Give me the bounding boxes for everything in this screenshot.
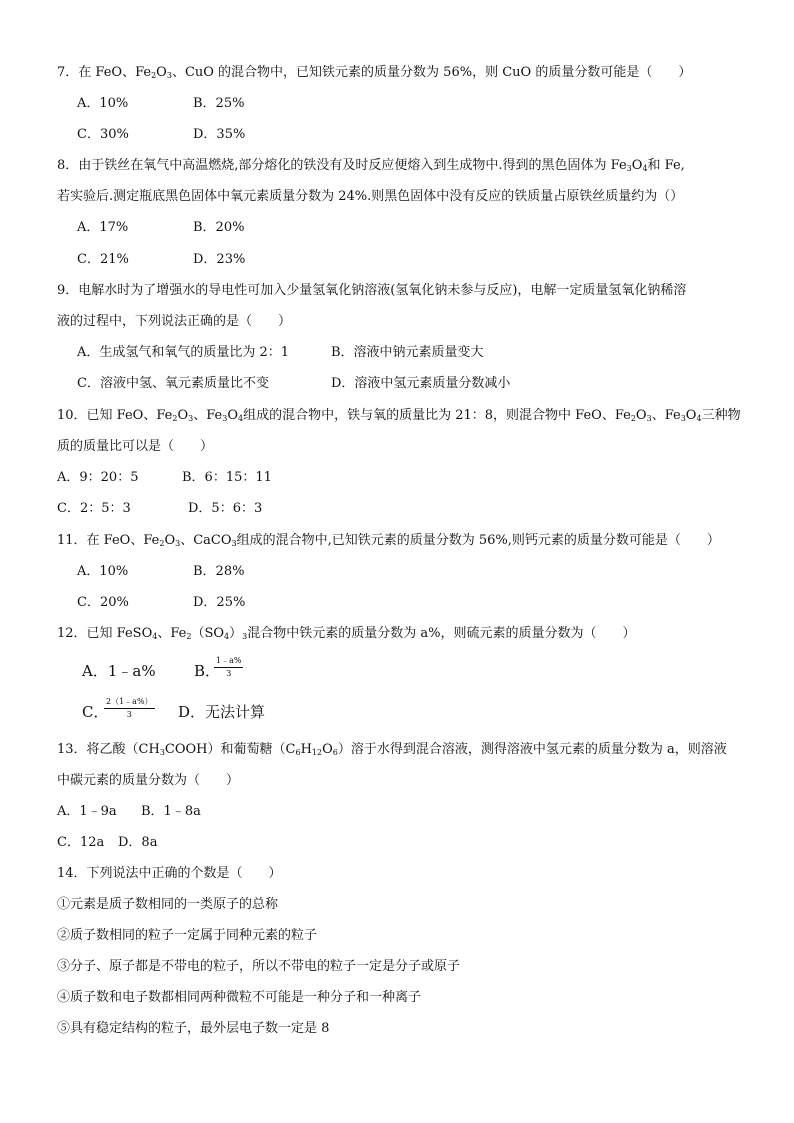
question-13-option-c: C．12a	[57, 835, 105, 850]
question-13-stem: 13．将乙酸$(CH_3COOH)$和葡萄糖$(C_6H_{12}O_6)$溶于水得到混合溶液，测得溶液中氢元素的质量分数为 a，则溶液	[57, 742, 727, 757]
question-14-statement-4: ④质子数和电子数都相同两种微粒不可能是一种分子和一种离子	[57, 990, 422, 1005]
question-7-option-a: A．10%	[77, 96, 129, 111]
fraction-numerator: 2（1﹣a%）	[104, 697, 155, 709]
question-11-option-b: B．28%	[193, 564, 245, 579]
question-8-option-d: D．23%	[193, 252, 246, 267]
question-12-option-d: D．无法计算	[178, 703, 266, 721]
question-13-option-a: A．1﹣9a	[57, 804, 117, 819]
question-8-option-b: B．20%	[193, 220, 245, 235]
question-11-stem: 11．在 FeO、$Fe_2O_3$、CaCO$_3$组成的混合物中,已知铁元素的质量分数为 56%,则钙元素的质量分数可能是（ ）	[57, 533, 720, 548]
question-7-stem: 7．在 FeO、$Fe_2O_3$、CuO 的混合物中，已知铁元素的质量分数为 56%，则 CuO 的质量分数可能是（ ）	[57, 65, 692, 80]
question-7-option-c: C．30%	[77, 127, 129, 142]
question-11-option-a: A．10%	[77, 564, 129, 579]
question-9-option-d: D．溶液中氢元素质量分数减小	[331, 376, 511, 391]
question-9-option-a: A．生成氢气和氧气的质量比为 2：1	[77, 345, 290, 360]
question-13-stem-line2: 中碳元素的质量分数为（ ）	[57, 773, 240, 788]
question-10-option-a: A．9：20：5	[57, 470, 139, 485]
question-8-option-c: C．21%	[77, 252, 129, 267]
question-14-stem: 14．下列说法中正确的个数是（ ）	[57, 866, 282, 881]
fraction-denominator: 3	[226, 669, 232, 678]
question-14-statement-5: ⑤具有稳定结构的粒子，最外层电子数一定是 8	[57, 1021, 330, 1036]
question-11-option-c: C．20%	[77, 595, 129, 610]
fraction-numerator: 1﹣a%	[214, 656, 243, 668]
question-10-option-b: B．6：15：11	[182, 470, 272, 485]
question-14-statement-2: ②质子数相同的粒子一定属于同种元素的粒子	[57, 928, 318, 943]
question-13-option-d: D．8a	[118, 835, 158, 850]
question-12-option-c-label: C．	[82, 703, 109, 721]
question-7-option-d: D．35%	[193, 127, 246, 142]
question-10-stem: 10．已知 FeO、$Fe_2O_3$、$Fe_3O_4$组成的混合物中，铁与氧的质量比为 21：8，则混合物中 FeO、$Fe_2O_3$、$Fe_3O_4$三种物	[57, 408, 741, 423]
question-12-option-b-label: B．	[194, 662, 221, 680]
question-8-stem-line2: 若实验后.测定瓶底黑色固体中氧元素质量分数为 24%.则黑色固体中没有反应的铁质量占原铁丝质量约为（）	[57, 189, 684, 204]
question-8-option-a: A．17%	[77, 220, 129, 235]
question-11-option-d: D．25%	[193, 595, 246, 610]
question-9-stem-line2: 液的过程中，下列说法正确的是（ ）	[57, 314, 292, 329]
question-12-option-b-fraction	[214, 656, 243, 679]
question-9-option-c: C．溶液中氢、氧元素质量比不变	[77, 376, 269, 391]
question-10-option-d: D．5：6：3	[188, 501, 263, 516]
question-10-option-c: C．2：5：3	[57, 501, 131, 516]
question-7-option-b: B．25%	[193, 96, 245, 111]
question-14-statement-1: ①元素是质子数相同的一类原子的总称	[57, 897, 279, 912]
question-12-option-a: A．1﹣a%	[82, 662, 156, 680]
question-9-option-b: B．溶液中钠元素质量变大	[331, 345, 484, 360]
question-8-stem: 8．由于铁丝在氧气中高温燃烧,部分熔化的铁没有及时反应便熔入到生成物中.得到的黑色固体为 $Fe_3O_4$和 Fe,	[57, 158, 685, 173]
question-12-option-c-fraction	[104, 697, 155, 720]
question-9-stem: 9．电解水时为了增强水的导电性可加入少量氢氧化钠溶液(氢氧化钠未参与反应)，电解一定质量氢氧化钠稀溶	[57, 283, 687, 298]
question-13-option-b: B．1﹣8a	[141, 804, 201, 819]
question-12-stem: 12．已知 FeSO$_4$、$Fe_2(SO_4)_3$混合物中铁元素的质量分数为 a%，则硫元素的质量分数为（ ）	[57, 626, 636, 641]
question-14-statement-3: ③分子、原子都是不带电的粒子，所以不带电的粒子一定是分子或原子	[57, 959, 461, 974]
fraction-denominator: 3	[126, 710, 132, 719]
question-10-stem-line2: 质的质量比可以是（ ）	[57, 439, 214, 454]
